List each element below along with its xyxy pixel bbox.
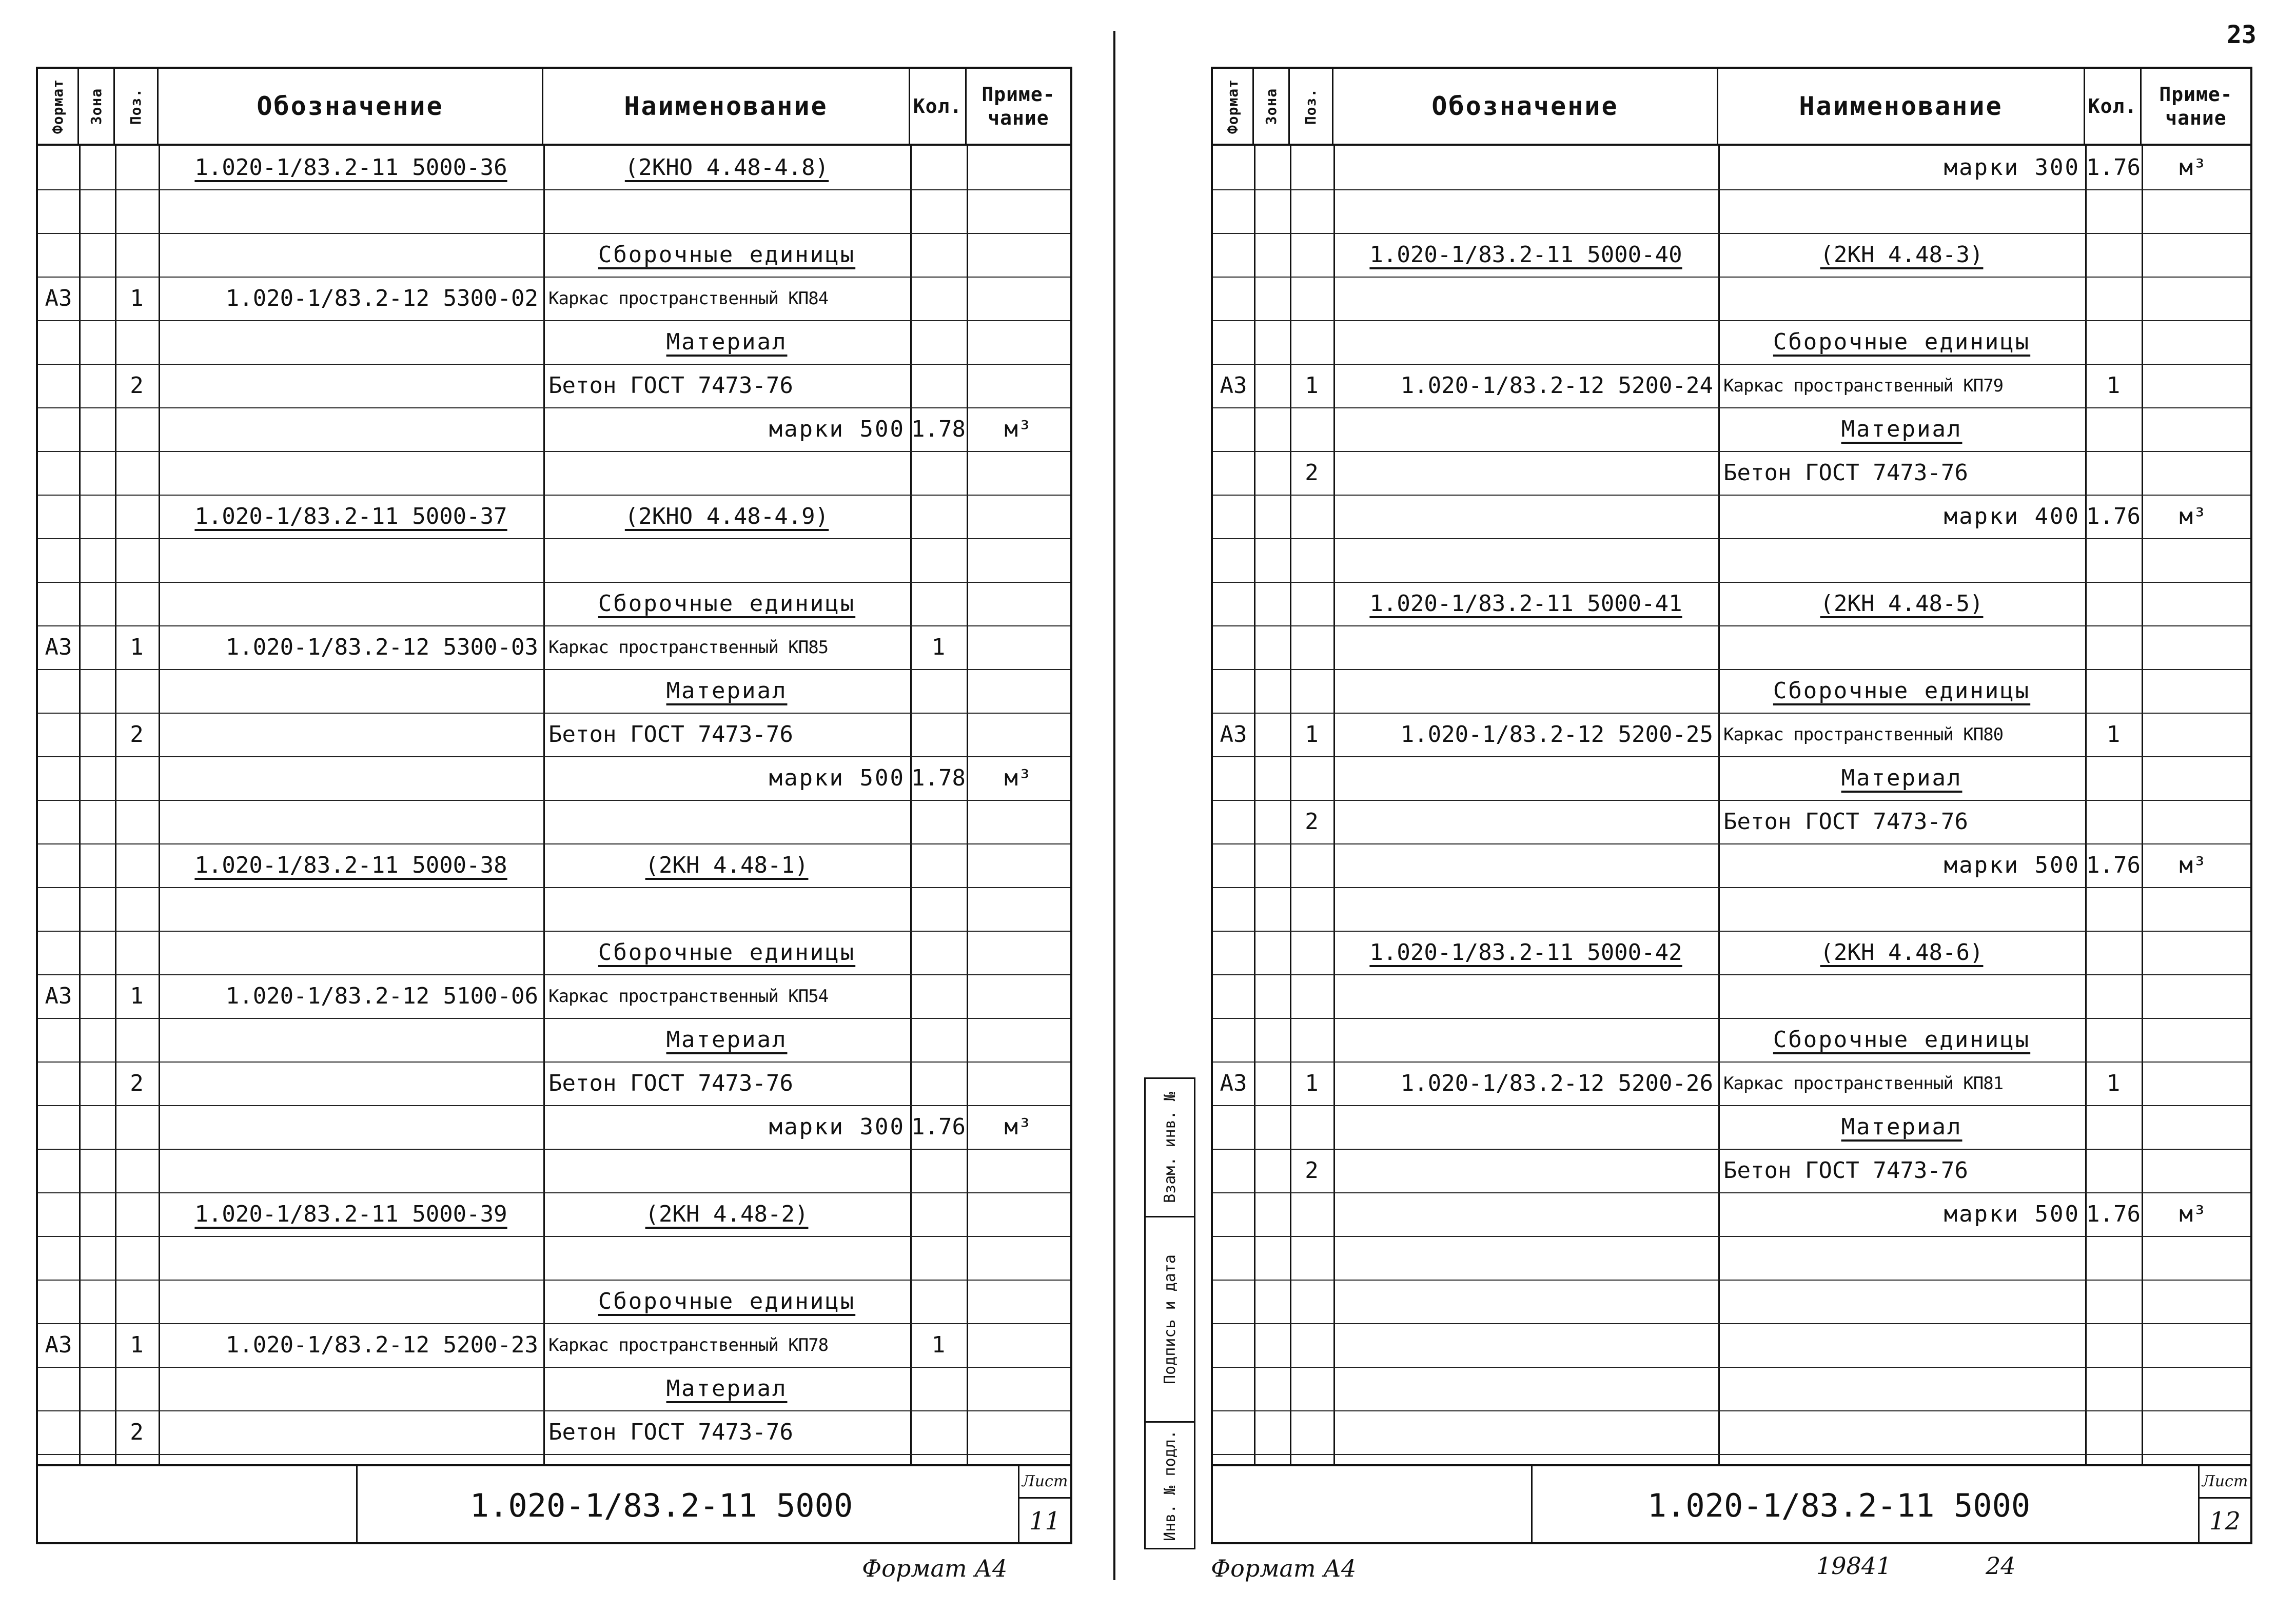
- table-row: [38, 495, 1070, 538]
- table-row: [38, 1236, 1070, 1280]
- cell-designation: [1333, 582, 1718, 625]
- cell-name: [543, 320, 910, 364]
- cell-name-text: Материал: [666, 678, 788, 704]
- cell-quantity: [2085, 146, 2142, 189]
- cell-quantity-text: 1.76: [2086, 154, 2141, 181]
- table-header: [38, 69, 1070, 146]
- table-row: [1213, 800, 2250, 843]
- cell-designation-text: 1.020-1/83.2-11 5000-38: [194, 852, 507, 878]
- table-row: [1213, 451, 2250, 495]
- table-row: [38, 364, 1070, 407]
- cell-name-text: марки 500: [769, 416, 905, 442]
- cell-quantity: [910, 1323, 967, 1367]
- cell-quantity-text: 1.76: [2086, 503, 2141, 529]
- cell-format-text: А3: [1220, 721, 1247, 748]
- cell-position-text: 1: [130, 634, 144, 660]
- cell-name-text: марки 300: [769, 1114, 905, 1140]
- table-row: [1213, 146, 2250, 189]
- cell-name: [1718, 1061, 2085, 1105]
- cell-name-text: Бетон ГОСТ 7473-76: [1723, 1157, 1968, 1184]
- sheet-label: Лист: [1019, 1466, 1070, 1499]
- cell-name-text: марки 300: [1944, 154, 2080, 181]
- cell-name-text: Материал: [1841, 765, 1963, 791]
- cell-designation: [159, 146, 543, 189]
- cell-position-text: 2: [130, 721, 144, 748]
- cell-position-text: 2: [1305, 1157, 1319, 1184]
- cell-name: [1718, 1105, 2085, 1149]
- table-row: [1213, 189, 2250, 233]
- table-row: [38, 189, 1070, 233]
- corner-page-number: 23: [2227, 21, 2256, 49]
- cell-quantity: [2085, 364, 2142, 407]
- header-qty: Кол.: [2085, 69, 2142, 144]
- sheet-label: Лист: [2200, 1466, 2250, 1499]
- table-row: [1213, 538, 2250, 582]
- cell-name: [1718, 1018, 2085, 1061]
- footer-page-number: 24: [1986, 1552, 2016, 1580]
- cell-designation-text: 1.020-1/83.2-12 5200-23: [225, 1332, 538, 1358]
- cell-position-text: 2: [130, 372, 144, 399]
- table-row: [1213, 582, 2250, 625]
- table-row: [38, 146, 1070, 189]
- cell-name: [543, 1367, 910, 1410]
- side-stamp: [1144, 1077, 1195, 1549]
- cell-format: [38, 625, 79, 669]
- cell-name: [1718, 146, 2085, 189]
- table-row: [38, 1192, 1070, 1236]
- cell-quantity: [2085, 495, 2142, 538]
- row-divider: [38, 1454, 1070, 1455]
- cell-format-text: А3: [1220, 372, 1247, 399]
- cell-designation-text: 1.020-1/83.2-12 5300-03: [225, 634, 538, 660]
- table-row: [1213, 887, 2250, 931]
- cell-name-text: Сборочные единицы: [598, 242, 856, 268]
- left-sheet: [36, 0, 1072, 1612]
- cell-name-text: Материал: [666, 1027, 788, 1053]
- sheet-box: [2198, 1466, 2250, 1544]
- cell-note: [967, 407, 1069, 451]
- cell-position-text: 1: [130, 285, 144, 311]
- cell-name: [543, 625, 910, 669]
- right-sheet: [1161, 0, 2252, 1612]
- table-row: [38, 887, 1070, 931]
- table-row: [1213, 1236, 2250, 1280]
- cell-note: [2142, 146, 2244, 189]
- cell-quantity-text: 1: [931, 1332, 946, 1358]
- cell-designation: [1333, 233, 1718, 277]
- cell-note-text: м³: [2179, 1201, 2207, 1227]
- cell-note: [2142, 495, 2244, 538]
- cell-name-text: Сборочные единицы: [598, 939, 856, 966]
- cell-name: [1718, 364, 2085, 407]
- table-row: [1213, 364, 2250, 407]
- cell-name: [543, 669, 910, 713]
- cell-format: [1213, 713, 1254, 756]
- table-row: [38, 1323, 1070, 1367]
- cell-name-text: Каркас пространственный КП81: [1723, 1073, 2004, 1094]
- cell-position: [115, 625, 159, 669]
- cell-quantity: [910, 625, 967, 669]
- cell-name: [1718, 669, 2085, 713]
- table-row: [1213, 756, 2250, 800]
- cell-name: [543, 364, 910, 407]
- cell-designation: [159, 974, 543, 1018]
- header-designation: Обозначение: [159, 69, 543, 144]
- cell-note-text: м³: [1004, 416, 1032, 442]
- cell-format-text: А3: [45, 983, 72, 1009]
- cell-designation-text: 1.020-1/83.2-11 5000-41: [1369, 591, 1682, 617]
- header-name: Наименование: [1718, 69, 2085, 144]
- cell-designation: [1333, 1061, 1718, 1105]
- cell-name-text: (2КН 4.48-3): [1820, 242, 1984, 268]
- cell-name: [1718, 800, 2085, 843]
- cell-quantity-text: 1: [931, 634, 946, 660]
- cell-quantity-text: 1: [2106, 1070, 2121, 1096]
- table-row: [38, 538, 1070, 582]
- table-row: [1213, 625, 2250, 669]
- table-row: [1213, 843, 2250, 887]
- cell-quantity: [2085, 713, 2142, 756]
- cell-position: [115, 974, 159, 1018]
- header-name: Наименование: [543, 69, 910, 144]
- table-row: [38, 407, 1070, 451]
- table-row: [38, 800, 1070, 843]
- table-row: [1213, 407, 2250, 451]
- cell-quantity-text: 1.76: [2086, 1201, 2141, 1227]
- cell-format-text: А3: [45, 1332, 72, 1358]
- cell-name-text: Бетон ГОСТ 7473-76: [548, 1419, 793, 1445]
- sheet-number: 12: [2209, 1507, 2241, 1536]
- cell-position: [1290, 451, 1333, 495]
- cell-quantity-text: 1.76: [911, 1114, 966, 1140]
- table-row: [38, 233, 1070, 277]
- table-row: [38, 756, 1070, 800]
- table-row: [1213, 1149, 2250, 1192]
- cell-designation: [159, 625, 543, 669]
- cell-name: [1718, 713, 2085, 756]
- cell-name: [543, 582, 910, 625]
- cell-format: [1213, 364, 1254, 407]
- table-row: [38, 1018, 1070, 1061]
- header-zone: Зона: [1254, 69, 1290, 144]
- header-designation: Обозначение: [1333, 69, 1718, 144]
- cell-name: [543, 843, 910, 887]
- table-row: [38, 931, 1070, 974]
- cell-position-text: 1: [1305, 372, 1319, 399]
- cell-designation-text: 1.020-1/83.2-12 5200-26: [1400, 1070, 1713, 1096]
- cell-name-text: (2КНО 4.48-4.8): [624, 154, 829, 181]
- cell-position-text: 1: [1305, 1070, 1319, 1096]
- table-row: [38, 625, 1070, 669]
- table-row: [1213, 669, 2250, 713]
- cell-designation-text: 1.020-1/83.2-11 5000-36: [194, 154, 507, 181]
- table-row: [1213, 233, 2250, 277]
- table-row: [38, 320, 1070, 364]
- left-title-stamp: [38, 1464, 1070, 1542]
- table-row: [38, 1061, 1070, 1105]
- cell-designation-text: 1.020-1/83.2-12 5100-06: [225, 983, 538, 1009]
- cell-name: [543, 146, 910, 189]
- table-row: [1213, 1367, 2250, 1410]
- cell-position: [115, 1323, 159, 1367]
- cell-name: [543, 277, 910, 320]
- cell-name-text: Сборочные единицы: [598, 1288, 856, 1314]
- table-row: [38, 1149, 1070, 1192]
- table-row: [38, 1367, 1070, 1410]
- cell-name-text: Материал: [666, 1375, 788, 1402]
- table-row: [1213, 320, 2250, 364]
- header-note: Приме-чание: [2159, 83, 2233, 129]
- table-row: [1213, 1105, 2250, 1149]
- right-title-stamp: [1213, 1464, 2250, 1542]
- cell-note-text: м³: [2179, 503, 2207, 529]
- cell-position-text: 1: [1305, 721, 1319, 748]
- cell-quantity: [2085, 1192, 2142, 1236]
- cell-quantity: [2085, 843, 2142, 887]
- cell-name: [543, 1323, 910, 1367]
- cell-position: [1290, 713, 1333, 756]
- cell-name-text: Материал: [666, 329, 788, 355]
- cell-quantity-text: 1: [2106, 721, 2121, 748]
- cell-name: [543, 931, 910, 974]
- cell-name-text: Каркас пространственный КП78: [548, 1334, 829, 1355]
- cell-name-text: Сборочные единицы: [598, 591, 856, 617]
- cell-format: [38, 1323, 79, 1367]
- cell-note: [967, 1105, 1069, 1149]
- cell-name: [1718, 931, 2085, 974]
- cell-name: [1718, 320, 2085, 364]
- cell-name-text: Бетон ГОСТ 7473-76: [548, 1070, 793, 1096]
- cell-name: [543, 407, 910, 451]
- cell-name: [543, 756, 910, 800]
- cell-quantity: [910, 407, 967, 451]
- cell-designation-text: 1.020-1/83.2-12 5200-25: [1400, 721, 1713, 748]
- cell-designation-text: 1.020-1/83.2-11 5000-42: [1369, 939, 1682, 966]
- cell-position: [115, 1061, 159, 1105]
- cell-name-text: (2КН 4.48-1): [645, 852, 809, 878]
- cell-format: [38, 974, 79, 1018]
- table-row: [38, 1105, 1070, 1149]
- cell-position-text: 1: [130, 983, 144, 1009]
- cell-name-text: Бетон ГОСТ 7473-76: [548, 721, 793, 748]
- header-pos: Поз.: [115, 69, 159, 144]
- cell-position-text: 2: [130, 1419, 144, 1445]
- cell-quantity-text: 1.78: [911, 765, 966, 791]
- cell-name: [543, 1018, 910, 1061]
- right-format-footer: Формат А4: [1211, 1555, 1357, 1582]
- cell-designation: [159, 1192, 543, 1236]
- cell-name: [543, 974, 910, 1018]
- cell-position: [115, 277, 159, 320]
- cell-note-text: м³: [1004, 765, 1032, 791]
- left-spec-table: [36, 67, 1072, 1544]
- cell-name-text: Каркас пространственный КП54: [548, 986, 829, 1007]
- table-row: [38, 451, 1070, 495]
- cell-name-text: марки 500: [769, 765, 905, 791]
- cell-format-text: А3: [45, 285, 72, 311]
- cell-position: [1290, 364, 1333, 407]
- sheet-box: [1018, 1466, 1070, 1544]
- cell-quantity-text: 1.78: [911, 416, 966, 442]
- cell-note-text: м³: [2179, 852, 2207, 878]
- table-row: [1213, 974, 2250, 1018]
- cell-name-text: Каркас пространственный КП80: [1723, 724, 2004, 745]
- cell-name: [543, 1410, 910, 1454]
- cell-format: [1213, 1061, 1254, 1105]
- cell-designation: [159, 495, 543, 538]
- cell-name-text: (2КНО 4.48-4.9): [624, 503, 829, 529]
- side-signature-date: Подпись и дата: [1146, 1217, 1194, 1423]
- cell-name: [543, 233, 910, 277]
- table-row: [38, 843, 1070, 887]
- cell-name-text: Материал: [1841, 1114, 1963, 1140]
- stamp-code: 1.020-1/83.2-11 5000: [469, 1486, 853, 1524]
- cell-name: [1718, 582, 2085, 625]
- cell-position: [115, 1410, 159, 1454]
- cell-format-text: А3: [1220, 1070, 1247, 1096]
- cell-designation-text: 1.020-1/83.2-11 5000-37: [194, 503, 507, 529]
- cell-name-text: Каркас пространственный КП84: [548, 288, 829, 309]
- cell-quantity-text: 1: [2106, 372, 2121, 399]
- cell-designation: [159, 843, 543, 887]
- table-row: [38, 713, 1070, 756]
- cell-designation: [159, 1323, 543, 1367]
- header-format: Формат: [1213, 69, 1254, 144]
- cell-note: [967, 756, 1069, 800]
- cell-name: [1718, 756, 2085, 800]
- cell-position: [1290, 800, 1333, 843]
- cell-name: [1718, 1149, 2085, 1192]
- sheet-number: 11: [1029, 1507, 1061, 1536]
- cell-name: [1718, 843, 2085, 887]
- table-row: [38, 1410, 1070, 1454]
- table-row: [1213, 1280, 2250, 1323]
- right-spec-table: [1211, 67, 2252, 1544]
- cell-position: [115, 713, 159, 756]
- cell-designation: [1333, 713, 1718, 756]
- cell-name: [1718, 407, 2085, 451]
- cell-quantity: [910, 756, 967, 800]
- cell-name: [543, 713, 910, 756]
- table-row: [1213, 495, 2250, 538]
- cell-name: [543, 1061, 910, 1105]
- cell-note-text: м³: [1004, 1114, 1032, 1140]
- header-pos: Поз.: [1290, 69, 1333, 144]
- cell-name: [543, 1105, 910, 1149]
- cell-name-text: (2КН 4.48-6): [1820, 939, 1984, 966]
- cell-name: [543, 495, 910, 538]
- cell-name-text: марки 400: [1944, 503, 2080, 529]
- side-original-inv: Инв. № подл.: [1161, 1429, 1179, 1541]
- cell-designation: [159, 277, 543, 320]
- header-zone: Зона: [79, 69, 115, 144]
- table-header: [1213, 69, 2250, 146]
- cell-designation: [1333, 364, 1718, 407]
- row-divider: [1213, 1454, 2250, 1455]
- cell-name-text: (2КН 4.48-5): [1820, 591, 1984, 617]
- cell-quantity: [910, 1105, 967, 1149]
- cell-name-text: Бетон ГОСТ 7473-76: [1723, 460, 1968, 486]
- cell-position-text: 2: [1305, 460, 1319, 486]
- cell-name-text: Каркас пространственный КП79: [1723, 375, 2004, 396]
- cell-designation-text: 1.020-1/83.2-11 5000-40: [1369, 242, 1682, 268]
- left-format-footer: Формат А4: [862, 1555, 1008, 1582]
- cell-name-text: Бетон ГОСТ 7473-76: [548, 372, 793, 399]
- table-row: [1213, 1323, 2250, 1367]
- cell-name-text: Сборочные единицы: [1773, 678, 2031, 704]
- table-row: [38, 669, 1070, 713]
- cell-position: [1290, 1061, 1333, 1105]
- cell-name-text: Бетон ГОСТ 7473-76: [1723, 809, 1968, 835]
- cell-name-text: Сборочные единицы: [1773, 1027, 2031, 1053]
- cell-position-text: 1: [130, 1332, 144, 1358]
- cell-position: [115, 364, 159, 407]
- table-row: [1213, 1018, 2250, 1061]
- cell-name-text: Сборочные единицы: [1773, 329, 2031, 355]
- cell-position-text: 2: [130, 1070, 144, 1096]
- cell-quantity: [2085, 1061, 2142, 1105]
- cell-name-text: марки 500: [1944, 1201, 2080, 1227]
- cell-note: [2142, 1192, 2244, 1236]
- header-format: Формат: [38, 69, 79, 144]
- header-note: Приме-чание: [982, 83, 1055, 129]
- table-row: [1213, 277, 2250, 320]
- cell-name-text: (2КН 4.48-2): [645, 1201, 809, 1227]
- cell-name: [1718, 451, 2085, 495]
- cell-note: [2142, 843, 2244, 887]
- cell-name: [1718, 233, 2085, 277]
- table-row: [1213, 1192, 2250, 1236]
- cell-name: [543, 1192, 910, 1236]
- cell-designation-text: 1.020-1/83.2-11 5000-39: [194, 1201, 507, 1227]
- cell-name: [1718, 495, 2085, 538]
- cell-name: [1718, 1192, 2085, 1236]
- table-row: [1213, 1061, 2250, 1105]
- cell-position-text: 2: [1305, 809, 1319, 835]
- cell-designation-text: 1.020-1/83.2-12 5300-02: [225, 285, 538, 311]
- cell-position: [1290, 1149, 1333, 1192]
- cell-name-text: Материал: [1841, 416, 1963, 442]
- cell-format-text: А3: [45, 634, 72, 660]
- cell-name: [543, 1280, 910, 1323]
- table-row: [38, 277, 1070, 320]
- center-fold-line: [1113, 31, 1115, 1580]
- inventory-number: 19841: [1816, 1552, 1892, 1580]
- cell-name-text: Каркас пространственный КП85: [548, 637, 829, 658]
- cell-designation: [1333, 931, 1718, 974]
- stamp-code: 1.020-1/83.2-11 5000: [1647, 1486, 2031, 1524]
- table-row: [1213, 1410, 2250, 1454]
- side-replaced-inv: Взам. инв. №: [1146, 1079, 1194, 1217]
- cell-note-text: м³: [2179, 154, 2207, 181]
- table-row: [38, 974, 1070, 1018]
- table-row: [1213, 931, 2250, 974]
- table-row: [1213, 713, 2250, 756]
- cell-quantity-text: 1.76: [2086, 852, 2141, 878]
- table-row: [38, 1280, 1070, 1323]
- header-qty: Кол.: [910, 69, 967, 144]
- table-row: [38, 582, 1070, 625]
- cell-name-text: марки 500: [1944, 852, 2080, 878]
- cell-designation-text: 1.020-1/83.2-12 5200-24: [1400, 372, 1713, 399]
- cell-format: [38, 277, 79, 320]
